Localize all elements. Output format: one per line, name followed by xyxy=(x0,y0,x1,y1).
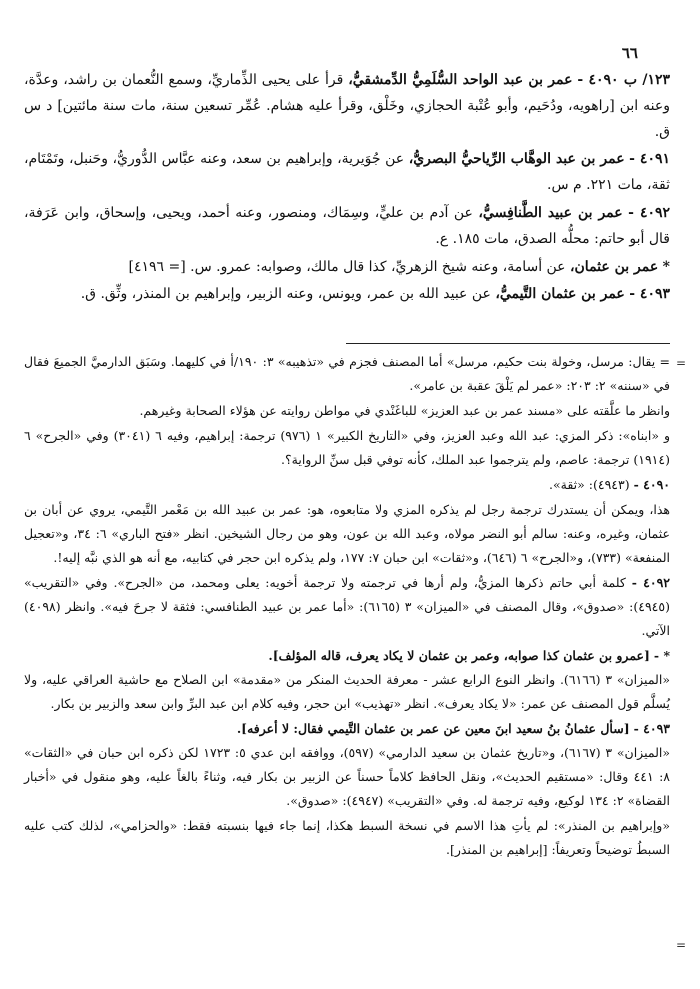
footnote-text: وانظر ما علَّقته على «مسند عمر بن عبد العزيز» للباغَنْدي في مواطن روايته عن هؤلاء الصحابة وغيرهم. xyxy=(139,403,670,418)
entry-text: عن عبيد الله بن عمر، ويونس، وعنه الزبير، وإبراهيم بن المنذر، وثِّق. ق. xyxy=(80,286,491,303)
footnote xyxy=(24,399,670,423)
continuation-mark: = xyxy=(675,938,686,952)
entry-text: عن آدم بن عليٍّ، وسِمَاك، ومنصور، وعنه أحمد، ويحيى، وإسحاق، وابن عَرَفة، قال أبو حاتم: محلُّه الصدق، مات ١٨٥. ع. xyxy=(24,204,670,247)
footnote-4090 xyxy=(24,473,670,497)
footnote-number: ٤٠٩٠ - xyxy=(633,477,670,492)
footnote-text: = يقال: مرسل، وخولة بنت حكيم، مرسل» أما المصنف فجزم في «تذهيبه» ٣: ١٩٠/أ في كليهما. وسَبَق الدارميَّ الجميعَ فقال في «سننه» ٢: ٢٠٣: «عمر لم يَلْقَ عقبة بن عامر». xyxy=(24,354,671,393)
footnote-star xyxy=(24,644,670,716)
continuation-mark: = xyxy=(675,356,686,370)
footnote-text: كلمة أبي حاتم ذكرها المزيُّ، ولم أرها في ترجمته ولا ترجمة أخويه: يعلى ومحمد، من «الجرح». وفي «التقريب» (٤٩٤٥): «صدوق»، وقال المصنف في «الميزان» ٣ (٦١٦٥): «أما عمر بن عبيد الطنافسي: فثقة لا جرحَ فيه». وانظر (٤٠٩٨) الآتي. xyxy=(24,575,670,638)
entry-text: عن جُوَيرية، وإبراهيم بن سعد، وعنه عبَّاس الدُّوريُّ، وحَنبل، وتَمْتَام، ثقة، مات ٢٢١. م س. xyxy=(24,151,670,194)
entry-4090 xyxy=(24,68,670,145)
footnote-divider xyxy=(346,343,670,344)
entry-name: عمر بن عبد الواحد السُّلَمِيُّ الدِّمشقيُّ، xyxy=(348,72,573,88)
entry-name: عمر بن عثمان التَّيميُّ، xyxy=(495,286,625,303)
entry-name: عمر بن عبد الوهَّاب الرِّياحيُّ البصريُّ، xyxy=(408,151,625,168)
footnote-text: هذا، ويمكن أن يستدرك ترجمة رجل لم يذكره المزي ولا متابعوه، هو: عمر بن عبيد الله بن مَعْمر التَّيمي، يروي عن أبان بن عثمان، وغيره، وعنه: سالم أبو النضر مولاه، وعبد الله بن عون، وهو من رجال الشيخين. انظر «فتح الباري» ٦: ٣٤، و«تعجيل المنفعة» (٧٣٣)، و«الجرح» ٦ (٦٤٦)، و«ثقات» ابن حبان ٧: ١٧٧، ولم يذكره ابن حجر في كتابيه، مع أنه هو الذي نبَّه إليه!. xyxy=(24,502,670,565)
footnote-number: ٤٠٩٢ - xyxy=(631,575,671,590)
entry-number: ٤٠٩٣ - xyxy=(629,286,670,303)
footnote-text: «الميزان» ٣ (٦١٦٦). وانظر النوع الرابع عشر - معرفة الحديث المنكر من «مقدمة» ابن الصلاح مع حاشية العراقي عليه، ولا يُسلَّم قول المصنف عن عمر: «لا يكاد يعرف». انظر «تهذيب» ابن حجر، وفيه كلام ابن عبد البرِّ وابن سعد والزبير بن بكار. xyxy=(24,672,670,711)
footnote xyxy=(24,498,670,570)
entry-star xyxy=(24,255,670,281)
footnote-4093 xyxy=(24,717,670,813)
star-marker: * xyxy=(662,258,670,275)
footnote xyxy=(24,350,670,398)
entry-4091 xyxy=(24,147,670,199)
footnote-number: ٤٠٩٣ - xyxy=(633,721,670,736)
footnote-heading: [سأل عثمانُ بنُ سعيد ابنَ معين عن عمر بن عثمان التَّيمي فقال: لا أعرفه]. xyxy=(236,721,630,736)
footnote-heading: [عمرو بن عثمان كذا صوابه، وعمر بن عثمان لا يكاد يعرف، قاله المؤلف]. xyxy=(268,648,650,663)
entry-number: ٤٠٩٢ - xyxy=(628,204,671,221)
footnote-text: «الميزان» ٣ (٦١٦٧)، و«تاريخ عثمان بن سعيد الدارمي» (٥٩٧)، ووافقه ابن عدي ٥: ١٧٢٣ لكن ذكره ابن حبان في «الثقات» ٨: ٤٤١ وقال: «مستقيم الحديث»، ونقل الحافظ كلاماً حسناً عن الزبير بن بكار فيه، وثناءً بالغاً عليه، وهو منقول في «أخبار القضاة» ٢: ١٣٤ لوكيع، وفيه ترجمة له. وفي «التقريب» (٤٩٤٧): «صدوق». xyxy=(24,745,671,808)
footnotes xyxy=(24,350,670,863)
footnote xyxy=(24,424,670,472)
footnote-4092 xyxy=(24,571,670,643)
footnote-number: * - xyxy=(653,648,670,663)
footnote xyxy=(24,814,670,862)
entry-number: ٤٠٩١ - xyxy=(629,151,670,168)
entry-4093 xyxy=(24,282,670,308)
footnote-text: و «ابناه»: ذكر المزي: عبد الله وعبد العزيز، وفي «التاريخ الكبير» ١ (٩٧٦) ترجمة: إبراهيم، وفيه ٦ (٣٠٤١) وفي «الجرح» ٦ (١٩١٤) ترجمة: عاصم، ولم يترجموا عبد الملك، كأنه توفي قبل سنِّ الرواية؟. xyxy=(24,428,670,467)
footnote-text: (٤٩٤٣): «ثقة». xyxy=(549,477,630,492)
page-number: ٦٦ xyxy=(621,44,638,62)
entry-name: عمر بن عبيد الطَّنافِسيُّ، xyxy=(478,204,623,221)
main-text xyxy=(24,68,670,310)
footnote-text: «وإبراهيم بن المنذر»: لم يأتِ هذا الاسم في نسخة السبط هكذا، إنما جاء فيها بنسبته فقط: «والحزامي»، لذلك كتب عليه السبطُ توضيحاً وتعريفاً: [إبراهيم بن المنذر]. xyxy=(24,818,670,857)
entry-number: ١٢٣/ ب ٤٠٩٠ - xyxy=(577,72,671,88)
entry-text: عن أسامة، وعنه شيخ الزهريِّ، كذا قال مالك، وصوابه: عمرو. س. [= ٤١٩٦] xyxy=(128,258,566,275)
entry-text: قرأ على يحيى الذِّماريِّ، وسمع النُّعمان بن راشد، وعدَّة، وعنه ابن [راهويه، ودُحَيم، وأبو عُتْبة الحجازي، وخَلْق، وقرأ عليه هشام. عُمِّر تسعين سنة، مات سنة مائتين] د س ق. xyxy=(24,72,670,140)
entry-name: عمر بن عثمان، xyxy=(570,258,659,275)
entry-4092 xyxy=(24,201,670,253)
